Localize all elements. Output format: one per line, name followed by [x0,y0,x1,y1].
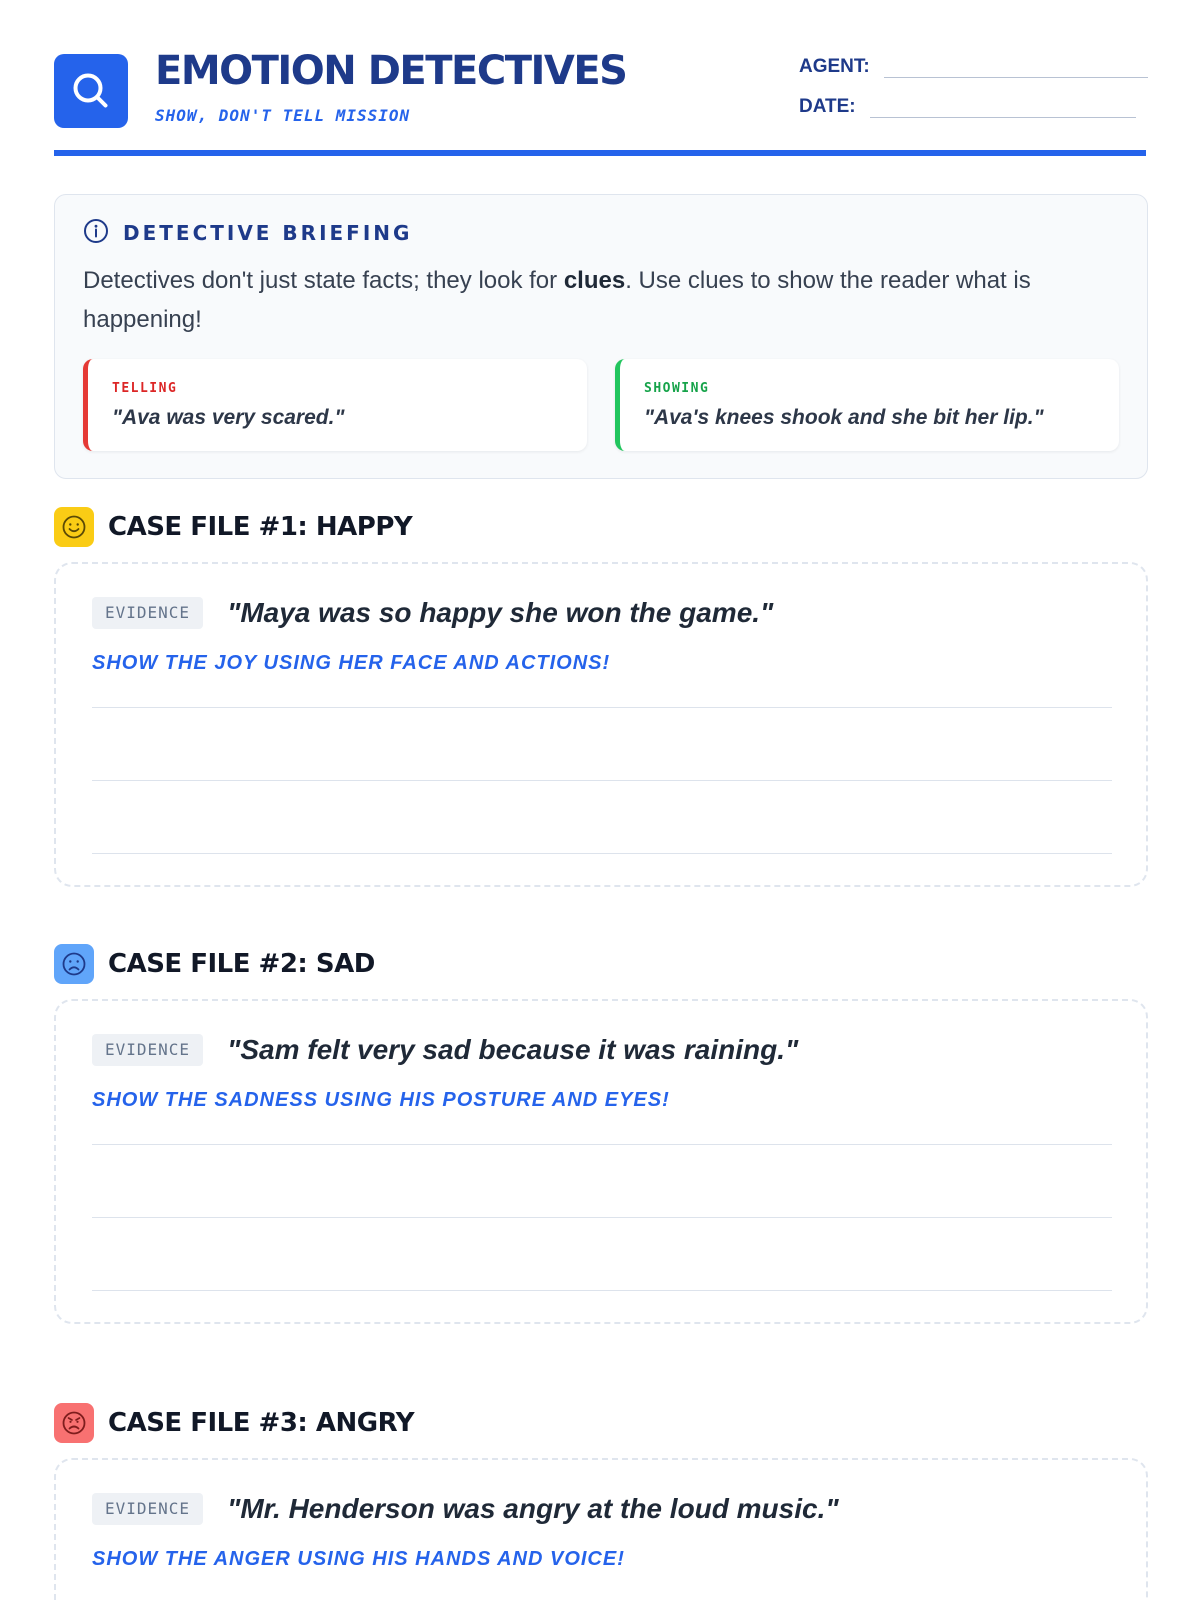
case-answer-box [54,562,1148,887]
writing-line[interactable] [92,1290,1112,1291]
showing-label: SHOWING [644,381,710,396]
evidence-quote: "Sam felt very sad because it was raining." [227,1034,799,1065]
case-hint: SHOW THE JOY USING HER FACE AND ACTIONS! [92,652,611,674]
case-file-angry [54,1403,1148,1600]
evidence-row [92,597,773,629]
writing-line[interactable] [92,1144,1112,1145]
case-header [54,507,1148,547]
showing-quote: "Ava's knees shook and she bit her lip." [644,406,1044,429]
example-cards [83,359,1119,451]
briefing-text [83,261,1093,339]
briefing-text-end: . Use clues to show the reader what is happening! [83,267,1031,333]
date-label: DATE: [799,96,856,117]
writing-line[interactable] [92,853,1112,854]
page-title: EMOTION DETECTIVES [155,48,627,94]
telling-quote: "Ava was very scared." [112,406,345,429]
agent-field [799,56,1148,78]
evidence-quote: "Maya was so happy she won the game." [227,597,774,628]
case-file-sad [54,944,1148,1324]
case-hint: SHOW THE SADNESS USING HIS POSTURE AND EYES! [92,1089,670,1111]
date-field [799,96,1136,118]
briefing-title: DETECTIVE BRIEFING [123,221,413,245]
date-input-line[interactable] [870,96,1136,118]
smile-face-icon [54,507,94,547]
case-answer-box [54,1458,1148,1600]
telling-example-card [83,359,587,451]
case-title: CASE FILE #2: SAD [108,949,375,979]
case-title: CASE FILE #1: HAPPY [108,512,413,542]
evidence-row [92,1034,798,1066]
agent-label: AGENT: [799,56,870,77]
telling-label: TELLING [112,381,178,396]
agent-input-line[interactable] [884,56,1148,78]
angry-face-icon [54,1403,94,1443]
magnifier-icon [54,54,128,128]
writing-line[interactable] [92,707,1112,708]
case-answer-box [54,999,1148,1324]
case-header [54,1403,1148,1443]
worksheet-header [54,0,1146,156]
evidence-quote: "Mr. Henderson was angry at the loud music." [227,1493,839,1524]
case-file-happy [54,507,1148,887]
sad-face-icon [54,944,94,984]
info-icon [83,218,109,249]
briefing-text-start: Detectives don't just state facts; they look for [83,267,564,294]
writing-line[interactable] [92,1217,1112,1218]
evidence-row [92,1493,839,1525]
briefing-text-bold: clues [563,267,626,294]
case-header [54,944,1148,984]
case-hint: SHOW THE ANGER USING HIS HANDS AND VOICE! [92,1548,625,1570]
writing-line[interactable] [92,780,1112,781]
evidence-badge: EVIDENCE [92,1493,203,1525]
page-subtitle: SHOW, DON'T TELL MISSION [155,106,411,125]
evidence-badge: EVIDENCE [92,597,203,629]
showing-example-card [615,359,1119,451]
detective-briefing [54,194,1148,479]
case-title: CASE FILE #3: ANGRY [108,1408,415,1438]
briefing-header [83,219,1119,247]
evidence-badge: EVIDENCE [92,1034,203,1066]
